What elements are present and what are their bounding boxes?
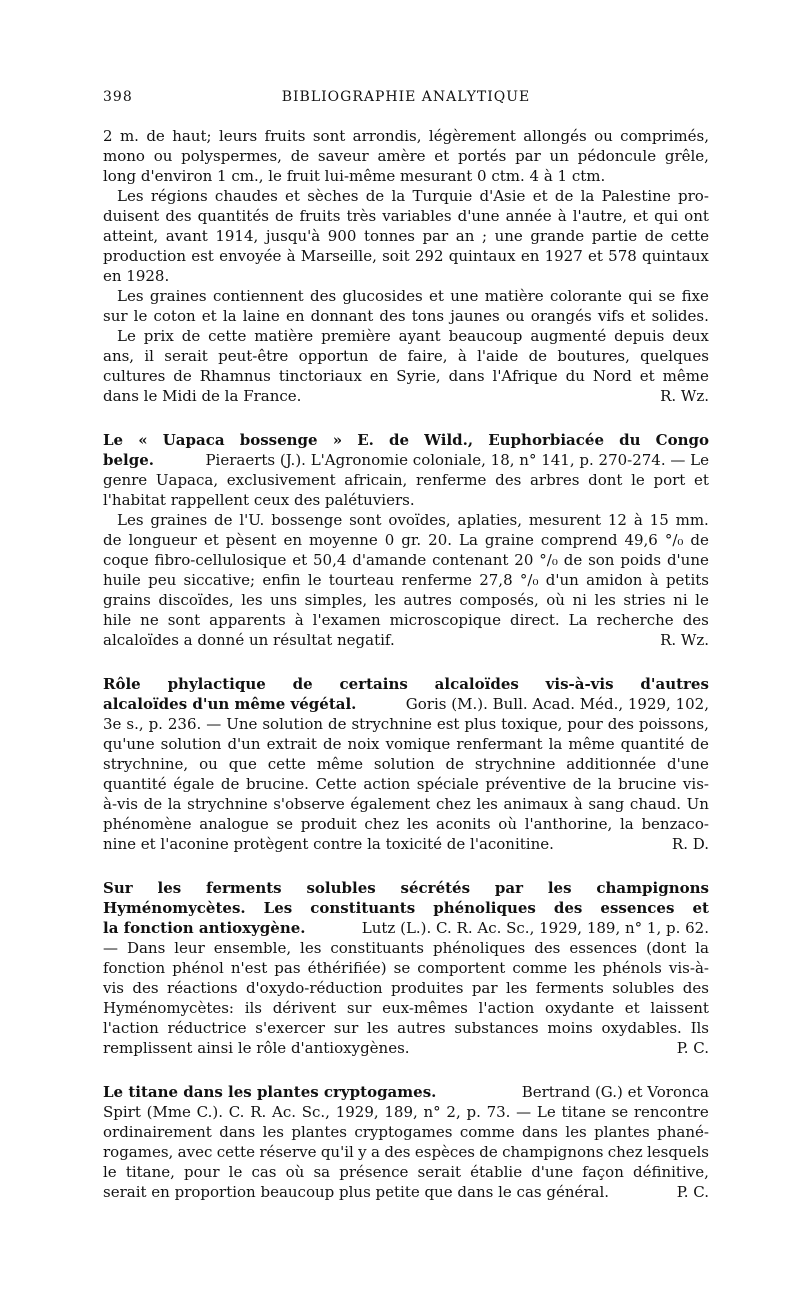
text-line: [103, 386, 709, 406]
entry-title-line: [103, 450, 709, 470]
text-line: phénomène analogue se produit chez les aconits où l'anthorine, la benzaco-: [103, 815, 709, 833]
entry-title: Hyménomycètes. Les constituants phénoliques des essences et: [103, 899, 709, 917]
entry-continuation: [103, 126, 709, 406]
text-run: dans le Midi de la France.: [103, 387, 302, 405]
text-line: huile peu siccative; enfin le tourteau renferme 27,8 °/₀ d'un amidon à petits: [103, 571, 709, 589]
text-line: strychnine, ou que cette même solution de strychnine additionnée d'une: [103, 755, 709, 773]
text-line: coque fibro-cellulosique et 50,4 d'amande contenant 20 °/₀ de son poids d'une: [103, 551, 709, 569]
entry-reference: Bertrand (G.) et Voronca: [521, 1083, 709, 1101]
entry-title-end: alcaloïdes d'un même végétal.: [103, 695, 357, 713]
text-line: en 1928.: [103, 267, 170, 285]
text-line: cultures de Rhamnus tinctoriaux en Syrie, dans l'Afrique du Nord et même: [103, 367, 709, 385]
author-signature: R. D.: [671, 835, 709, 853]
entry-role-phylactique: [103, 674, 709, 854]
entry-title: Le titane dans les plantes cryptogames.: [103, 1083, 437, 1101]
author-signature: P. C.: [676, 1039, 709, 1057]
text-line: ans, il serait peut-être opportun de faire, à l'aide de boutures, quelques: [103, 347, 709, 365]
entry-title-line: [103, 1082, 709, 1102]
text-line: rogames, avec cette réserve qu'il y a des espèces de champignons chez lesquels: [103, 1143, 709, 1161]
text-run: alcaloïdes a donné un résultat negatif.: [103, 631, 395, 649]
text-line: Le prix de cette matière première ayant beaucoup augmenté depuis deux: [117, 327, 709, 345]
text-run: nine et l'aconine protègent contre la toxicité de l'aconitine.: [103, 835, 554, 853]
page-body: [103, 126, 709, 1202]
text-line: ordinairement dans les plantes cryptogames comme dans les plantes phané-: [103, 1123, 709, 1141]
text-line: Les graines de l'U. bossenge sont ovoïdes, aplaties, mesurent 12 à 15 mm.: [117, 511, 709, 529]
text-line: de longueur et pèsent en moyenne 0 gr. 20. La graine comprend 49,6 °/₀ de: [103, 531, 709, 549]
entry-title-line: [103, 694, 709, 714]
entry-ferments-solubles: [103, 878, 709, 1058]
text-line: fonction phénol n'est pas éthérifiée) se comportent comme les phénols vis-à-: [103, 959, 709, 977]
text-run: remplissent ainsi le rôle d'antioxygènes.: [103, 1039, 410, 1057]
entry-title-end: la fonction antioxygène.: [103, 919, 306, 937]
entry-reference: Pieraerts (J.). L'Agronomie coloniale, 18, n° 141, p. 270-274. — Le: [205, 451, 709, 469]
entry-title-line: [103, 918, 709, 938]
entry-titane: [103, 1082, 709, 1202]
text-line: quantité égale de brucine. Cette action spéciale préventive de la brucine vis-: [103, 775, 709, 793]
entry-title: Sur les ferments solubles sécrétés par les champignons: [103, 879, 709, 897]
entry-title: Rôle phylactique de certains alcaloïdes vis-à-vis d'autres: [103, 675, 709, 693]
text-line: — Dans leur ensemble, les constituants phénoliques des essences (dont la: [103, 939, 709, 957]
author-signature: R. Wz.: [660, 387, 709, 405]
entry-reference-line: Spirt (Mme C.). C. R. Ac. Sc., 1929, 189, n° 2, p. 73. — Le titane se rencontre: [103, 1103, 709, 1121]
text-line: l'habitat rappellent ceux des palétuviers.: [103, 491, 415, 509]
entry-title: Le « Uapaca bossenge » E. de Wild., Euphorbiacée du Congo: [103, 431, 709, 449]
text-line: le titane, pour le cas où sa présence serait établie d'une façon définitive,: [103, 1163, 709, 1181]
text-line: genre Uapaca, exclusivement africain, renferme des arbres dont le port et: [103, 471, 709, 489]
text-line: qu'une solution d'un extrait de noix vomique renfermant la même quantité de: [103, 735, 709, 753]
text-line: [103, 1182, 709, 1202]
text-line: long d'environ 1 cm., le fruit lui-même mesurant 0 ctm. 4 à 1 ctm.: [103, 167, 606, 185]
text-line: Hyménomycètes: ils dérivent sur eux-mêmes l'action oxydante et laissent: [103, 999, 709, 1017]
text-line: production est envoyée à Marseille, soit 292 quintaux en 1927 et 578 quintaux: [103, 247, 709, 265]
text-run: serait en proportion beaucoup plus petite que dans le cas général.: [103, 1183, 610, 1201]
running-title: BIBLIOGRAPHIE ANALYTIQUE: [281, 89, 531, 105]
entry-reference: Lutz (L.). C. R. Ac. Sc., 1929, 189, n° 1, p. 62.: [361, 919, 709, 937]
author-signature: R. Wz.: [660, 631, 709, 649]
text-line: atteint, avant 1914, jusqu'à 900 tonnes par an ; une grande partie de cette: [103, 227, 709, 245]
text-line: 3e s., p. 236. — Une solution de strychnine est plus toxique, pour des poissons,: [103, 715, 709, 733]
text-line: vis des réactions d'oxydo-réduction produites par les ferments solubles des: [103, 979, 709, 997]
page-number: 398: [103, 89, 133, 105]
text-line: grains discoïdes, les uns simples, les autres composés, où ni les stries ni le: [103, 591, 709, 609]
text-line: Les régions chaudes et sèches de la Turquie d'Asie et de la Palestine pro-: [117, 187, 709, 205]
text-line: hile ne sont apparents à l'examen microscopique direct. La recherche des: [103, 611, 709, 629]
page-header: [103, 89, 709, 113]
text-line: à-vis de la strychnine s'observe également chez les animaux à sang chaud. Un: [103, 795, 709, 813]
entry-title-end: belge.: [103, 451, 154, 469]
entry-uapaca: [103, 430, 709, 650]
text-line: 2 m. de haut; leurs fruits sont arrondis, légèrement allongés ou comprimés,: [103, 127, 709, 145]
text-line: sur le coton et la laine en donnant des tons jaunes ou orangés vifs et solides.: [103, 307, 709, 325]
text-line: Les graines contiennent des glucosides et une matière colorante qui se fixe: [117, 287, 709, 305]
author-signature: P. C.: [676, 1183, 709, 1201]
text-line: [103, 1038, 709, 1058]
text-line: [103, 834, 709, 854]
text-line: mono ou polyspermes, de saveur amère et portés par un pédoncule grêle,: [103, 147, 709, 165]
entry-reference: Goris (M.). Bull. Acad. Méd., 1929, 102,: [405, 695, 709, 713]
text-line: [103, 630, 709, 650]
text-line: l'action réductrice s'exercer sur les autres substances moins oxydables. Ils: [103, 1019, 709, 1037]
text-line: duisent des quantités de fruits très variables d'une année à l'autre, et qui ont: [103, 207, 709, 225]
